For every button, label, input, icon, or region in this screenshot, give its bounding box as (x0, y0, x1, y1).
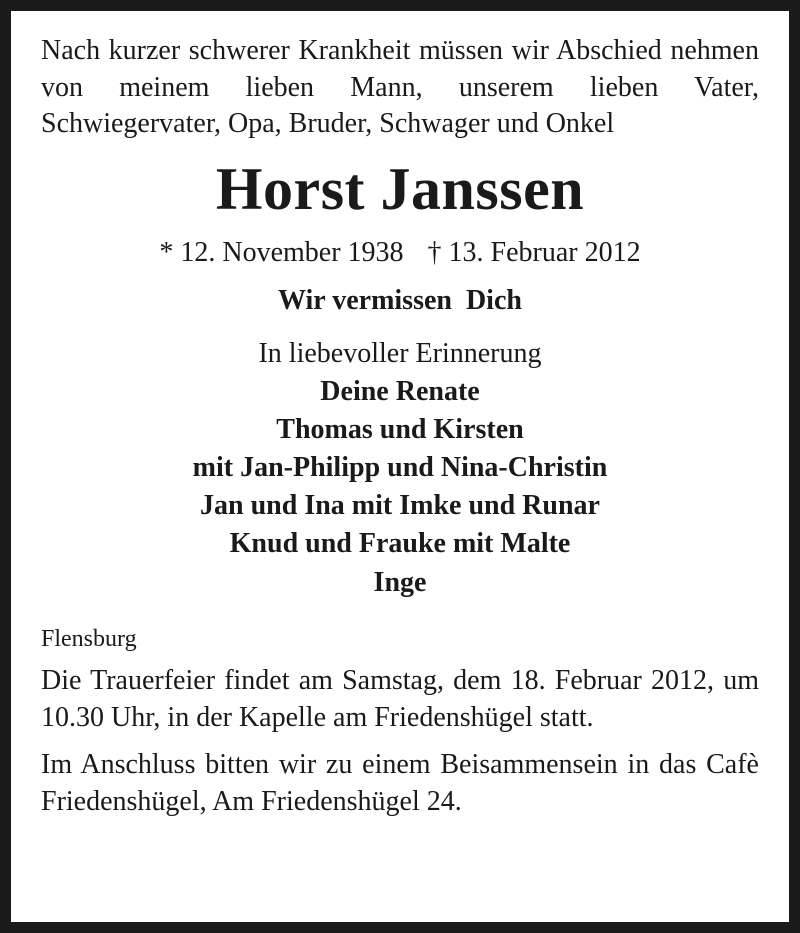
mourner-line: Jan und Ina mit Imke und Runar (200, 490, 600, 522)
miss-message (41, 283, 759, 319)
miss-message-text: Wir vermissen Dich (278, 284, 522, 316)
birth-date: * 12. November 1938 (159, 236, 404, 268)
mourner-line: Inge (373, 566, 427, 598)
life-dates (41, 233, 759, 273)
mourners-list (41, 373, 759, 602)
gathering-info: Im Anschluss bitten wir zu einem Beisammensein in das Cafè Friedenshügel, Am Friedenshügel 24. (41, 748, 759, 817)
funeral-info: Die Trauerfeier findet am Samstag, dem 18. Februar 2012, um 10.30 Uhr, in der Kapelle am Friedenshügel statt. (41, 664, 759, 733)
mourner-line: Knud und Frauke mit Malte (229, 528, 571, 560)
notice-content (41, 11, 759, 820)
mourner-line: Deine Renate (320, 375, 480, 407)
intro-text: Nach kurzer schwerer Krankheit müssen wir Abschied nehmen von meinem lieben Mann, unserem lieben Vater, Schwiegervater, Opa, Bruder, Schwager und Onkel (41, 35, 759, 139)
memory-line: In liebevoller Erinnerung (258, 337, 542, 369)
deceased-name: Horst Janssen (215, 155, 585, 222)
death-date: † 13. Februar 2012 (427, 236, 641, 268)
mourner-line: mit Jan-Philipp und Nina-Christin (192, 451, 608, 483)
place: Flensburg (41, 625, 137, 652)
mourner-line: Thomas und Kirsten (276, 413, 524, 445)
